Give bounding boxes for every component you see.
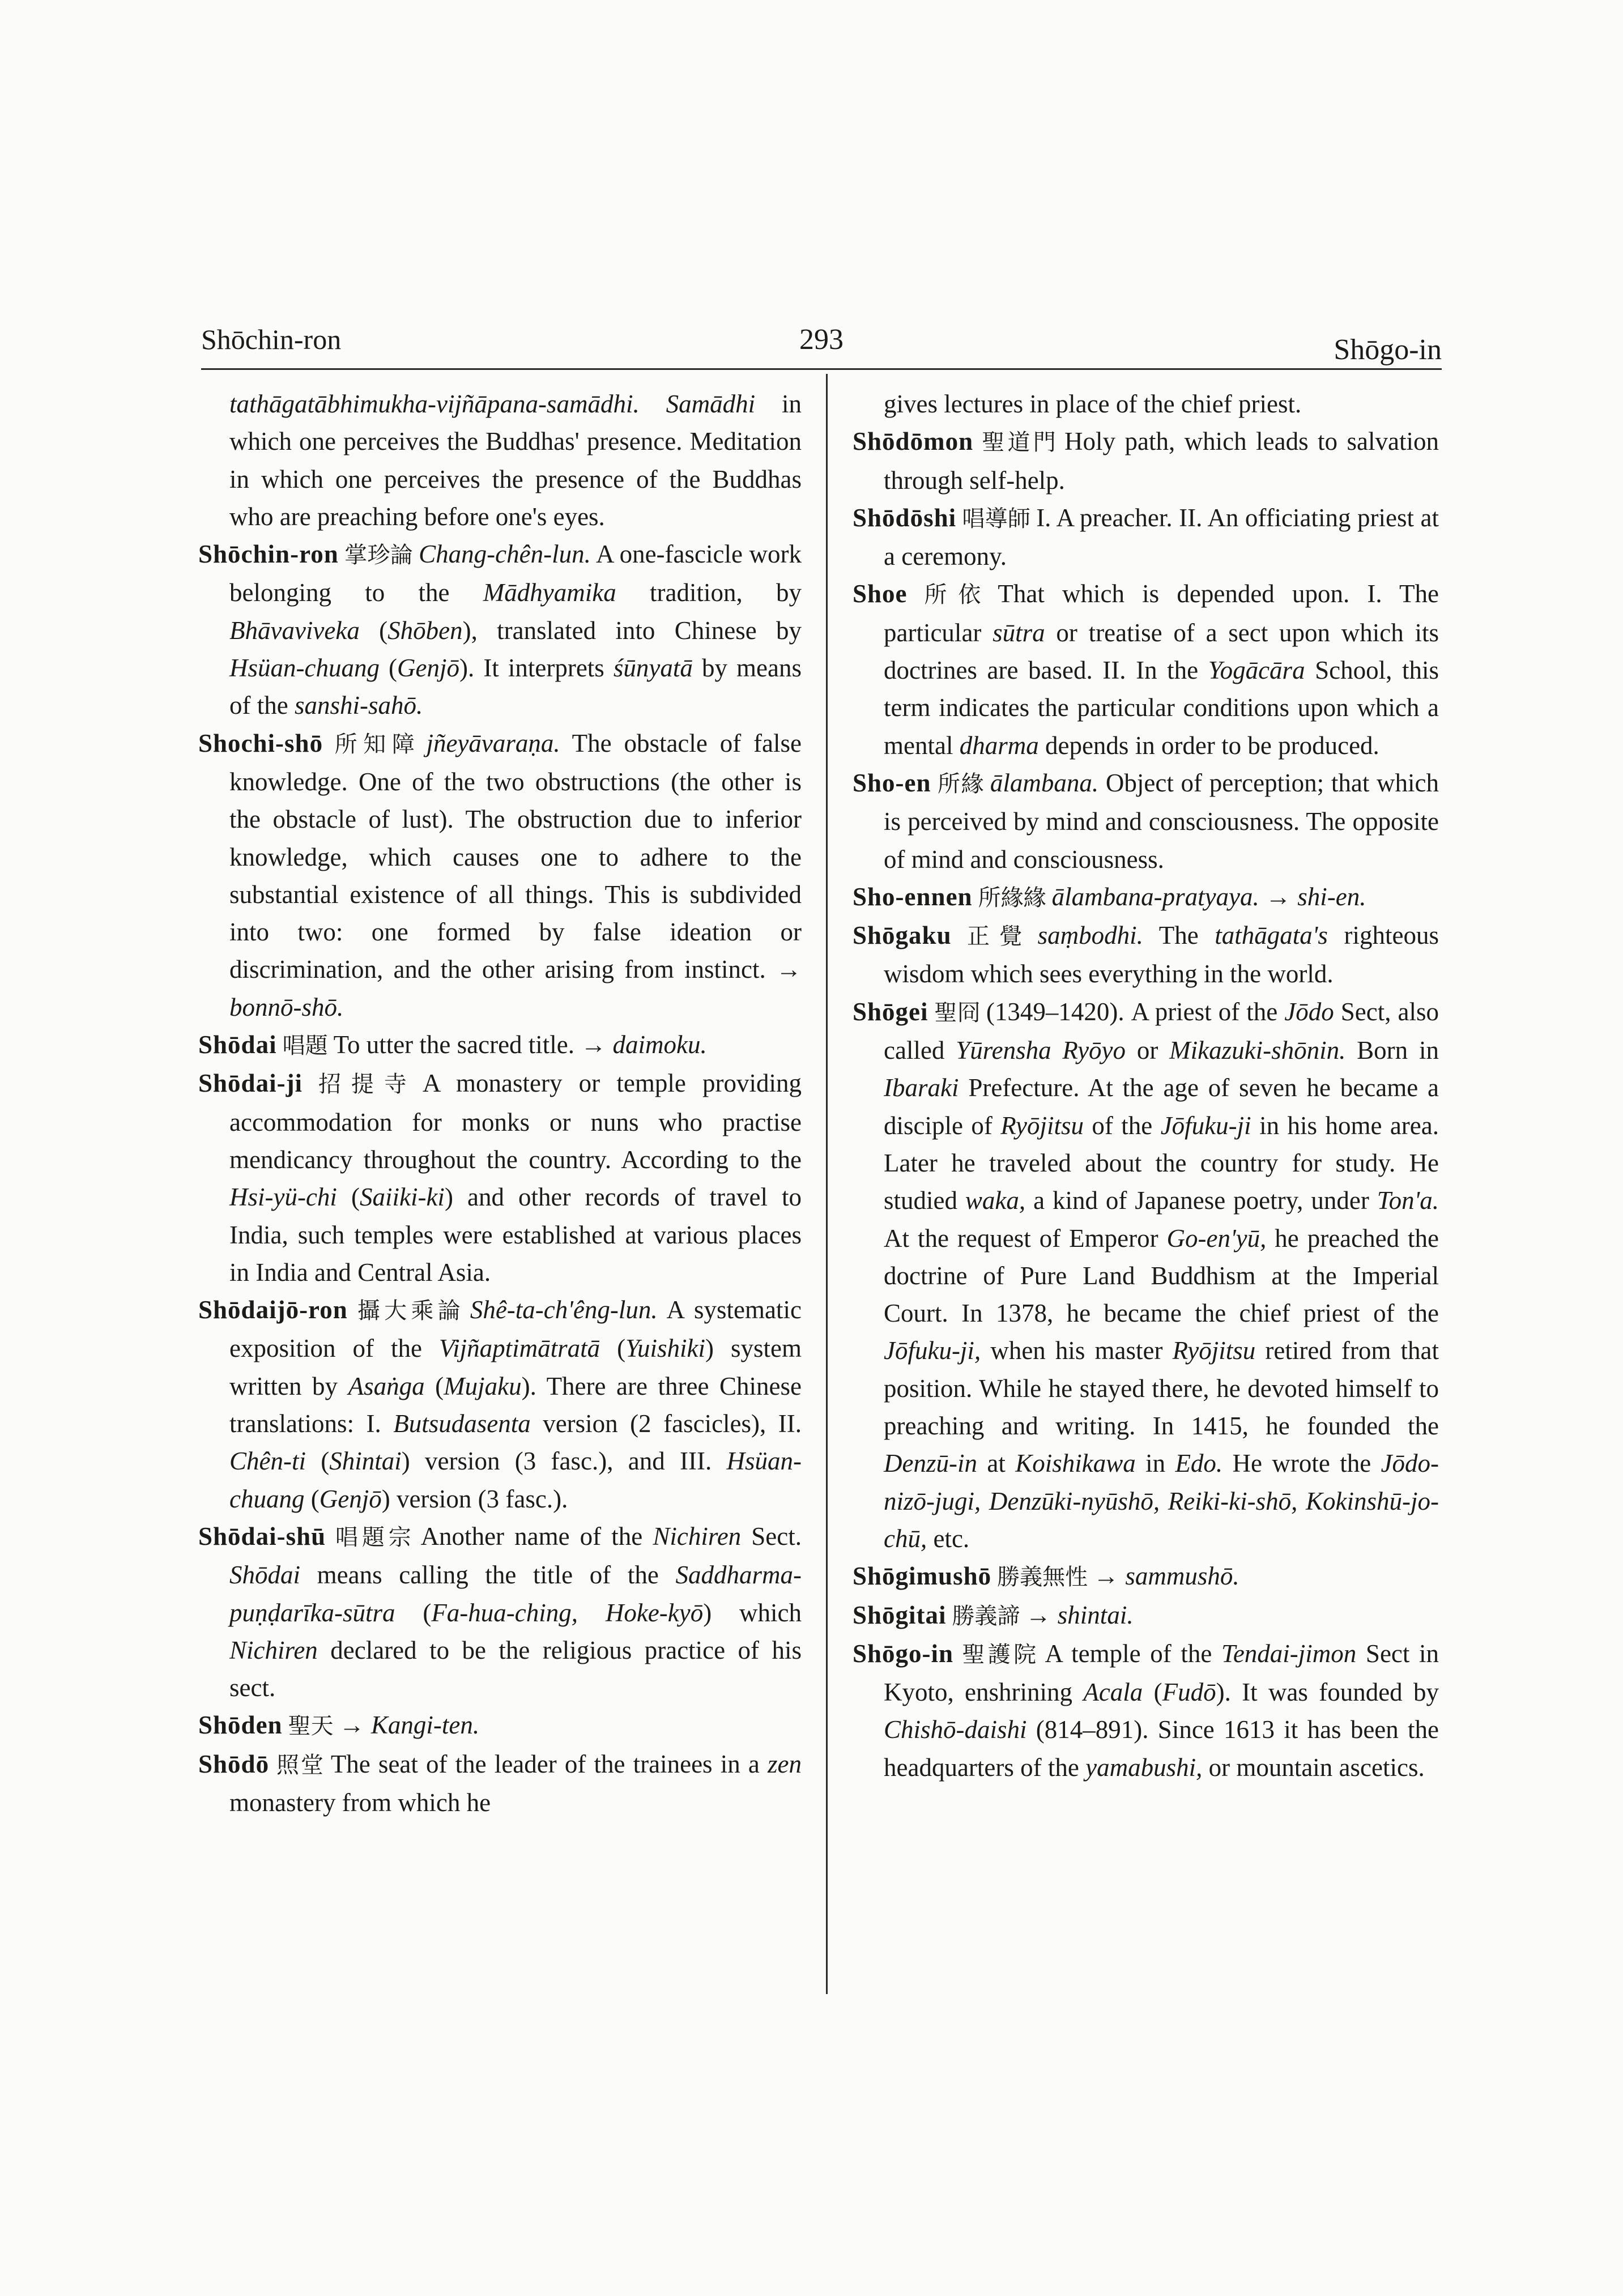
italic-term: Jōfuku-ji,: [884, 1336, 981, 1365]
italic-term: jñeyāvaraṇa.: [426, 729, 560, 757]
italic-term: Genjō: [397, 654, 460, 683]
entry-headword: Shōdōshi: [853, 503, 957, 532]
definition-text: Another name of the: [420, 1522, 653, 1550]
entry-kanji: 所緣緣: [978, 884, 1046, 911]
definition-text: he preached the doctrine of Pure Land Buddhism at the Imperial Court. In 1378, he became the chief priest of the: [884, 1224, 1439, 1328]
definition-text: depends in order to be produced.: [1038, 731, 1379, 760]
dictionary-entry: [198, 1026, 802, 1064]
italic-term: Jōfuku-ji: [1160, 1111, 1251, 1140]
entry-headword: Shōgitai: [853, 1600, 947, 1629]
definition-text: Sect in Kyoto, enshrining: [884, 1639, 1439, 1707]
italic-term: ālambana.: [990, 768, 1099, 797]
definition-text: Born in: [1345, 1036, 1439, 1065]
italic-term: Acala: [1083, 1678, 1143, 1707]
italic-term: Chishō-daishi: [884, 1715, 1027, 1744]
page-number: 293: [799, 323, 844, 356]
italic-term: Ton'a.: [1377, 1186, 1439, 1215]
italic-term: shi-en.: [1297, 882, 1366, 911]
entry-headword: Sho-en: [853, 768, 931, 797]
definition-text: or: [1126, 1036, 1170, 1065]
definition-text: →: [1025, 1600, 1058, 1629]
definition-text: (: [359, 616, 388, 645]
definition-text: means calling the title of the: [300, 1561, 676, 1590]
italic-term: Jōdo-nizō-jugi, Denzūki-nyūshō, Reiki-ki-shō, Kokinshū-jo-chū,: [884, 1449, 1439, 1553]
italic-term: Genjō: [319, 1484, 382, 1513]
definition-text: or treatise of a sect upon which its doctrines are based. II. In the: [884, 618, 1439, 685]
definition-text: a kind of Japanese poetry, under: [1025, 1186, 1377, 1215]
definition-text: (: [304, 1484, 320, 1513]
definition-text: (: [395, 1598, 432, 1627]
italic-term: sūtra: [992, 618, 1045, 647]
italic-term: dharma: [959, 731, 1039, 760]
entry-kanji: 聖道門: [979, 429, 1059, 456]
entry-headword: Shōgei: [853, 997, 928, 1026]
italic-term: daimoku.: [612, 1030, 707, 1059]
definition-text: ). It was founded by: [1216, 1678, 1439, 1707]
dictionary-entry: [853, 499, 1439, 576]
definition-text: or mountain ascetics.: [1202, 1753, 1425, 1782]
italic-term: Yuishiki: [625, 1334, 705, 1363]
dictionary-entry: [198, 1518, 802, 1706]
entry-headword: Shōgaku: [853, 921, 952, 950]
definition-text: version (2 fascicles), II.: [530, 1409, 802, 1438]
italic-term: Bhāvaviveka: [229, 616, 360, 645]
definition-text: He wrote the: [1222, 1449, 1381, 1478]
entry-kanji: 唱題宗: [331, 1524, 415, 1550]
italic-term: Fa-hua-ching, Hoke-kyō: [431, 1598, 704, 1627]
entry-continuation: [853, 385, 1439, 423]
entry-headword: Shōgimushō: [853, 1562, 992, 1591]
italic-term: saṃbodhi.: [1037, 921, 1143, 950]
definition-text: of the: [1083, 1111, 1161, 1140]
italic-term: Asaṅga: [348, 1371, 425, 1400]
italic-term: Chang-chên-lun.: [419, 540, 591, 569]
entry-kanji: 勝義無性: [997, 1564, 1088, 1591]
definition-text: Sect, also called: [884, 997, 1439, 1065]
definition-text: A temple of the: [1045, 1639, 1221, 1668]
definition-text: ) system written by: [229, 1334, 802, 1400]
italic-term: Denzū-in: [884, 1449, 977, 1478]
right-column: [853, 385, 1439, 1786]
entry-headword: Shoe: [853, 580, 908, 608]
definition-text: Prefecture. At the age of seven he became a disciple of: [884, 1074, 1439, 1140]
italic-term: Ryōjitsu: [1172, 1336, 1256, 1365]
italic-term: Mādhyamika: [483, 578, 616, 607]
dictionary-entry: [853, 993, 1439, 1557]
italic-term: Butsudasenta: [393, 1409, 531, 1438]
definition-text: (: [600, 1334, 626, 1363]
italic-term: Samādhi: [666, 390, 756, 418]
definition-text: (: [1143, 1678, 1162, 1707]
italic-term: Yūrensha Ryōyo: [956, 1036, 1126, 1065]
definition-text: A one-fascicle work belonging to the: [229, 540, 802, 607]
dictionary-entry: [198, 725, 802, 1026]
italic-term: tathāgata's: [1215, 921, 1328, 950]
italic-term: Hsüan-chuang: [229, 1447, 802, 1513]
entry-kanji: 所緣: [936, 770, 985, 797]
definition-text: Holy path, which leads to salvation through self-help.: [884, 427, 1439, 495]
italic-term: Shê-ta-ch'êng-lun.: [470, 1296, 658, 1324]
dictionary-entry: [198, 1745, 802, 1822]
definition-text: at: [977, 1449, 1016, 1478]
italic-term: Chên-ti: [229, 1447, 306, 1476]
italic-term: Mikazuki-shōnin.: [1169, 1036, 1346, 1065]
entry-kanji: 招提寺: [308, 1071, 417, 1098]
italic-term: Hsi-yü-chi: [229, 1183, 337, 1212]
header-right-guide-word: Shōgo-in: [1334, 334, 1442, 366]
entry-headword: Shōdai: [198, 1030, 277, 1059]
entry-headword: Shōdai-shū: [198, 1522, 326, 1550]
definition-text: tradition, by: [616, 578, 802, 607]
italic-term: Mujaku: [444, 1371, 522, 1400]
definition-text: ), translated into Chinese by: [462, 616, 802, 645]
italic-term: Saddharma-puṇḍarīka-sūtra: [229, 1561, 802, 1627]
definition-text: (: [336, 1183, 360, 1212]
dictionary-entry: [853, 878, 1439, 917]
dictionary-entry: [853, 1635, 1439, 1786]
entry-headword: Shōdō: [198, 1749, 270, 1778]
definition-text: when his master: [981, 1336, 1173, 1365]
italic-term: Vijñaptimātratā: [438, 1334, 600, 1363]
definition-text: Sect.: [741, 1522, 802, 1550]
column-divider: [826, 374, 828, 1994]
definition-text: [640, 390, 666, 418]
italic-term: Shōben: [387, 616, 463, 645]
italic-term: Ibaraki: [884, 1074, 959, 1102]
italic-term: Saiiki-ki: [359, 1183, 445, 1212]
definition-text: in his home area. Later he traveled about the country for study. He studied: [884, 1111, 1439, 1215]
dictionary-entry: [853, 1596, 1439, 1635]
definition-text: (: [305, 1447, 330, 1476]
running-header: [201, 317, 1442, 370]
italic-term: ālambana-pratyaya.: [1051, 882, 1259, 911]
italic-term: Shōdai: [229, 1561, 301, 1590]
entry-kanji: 正覺: [957, 923, 1032, 950]
definition-text: (814–891). Since 1613 it has been the headquarters of the: [884, 1715, 1439, 1782]
entry-kanji: 聖護院: [959, 1641, 1040, 1668]
definition-text: (: [379, 654, 398, 683]
entry-kanji: 所知障: [329, 731, 421, 757]
definition-text: (: [424, 1371, 444, 1400]
italic-term: sanshi-sahō.: [294, 691, 423, 720]
definition-text: in which one perceives the Buddhas' presence. Meditation in which one perceives the presence of the Buddhas who are preaching before one's eyes.: [229, 390, 802, 531]
entry-kanji: 聖冏: [934, 999, 981, 1026]
entry-kanji: 聖天: [288, 1713, 334, 1740]
italic-term: Tendai-jimon: [1221, 1639, 1357, 1668]
definition-text: →: [339, 1711, 371, 1740]
italic-term: shintai.: [1057, 1600, 1134, 1629]
dictionary-entry: [198, 1706, 802, 1745]
italic-term: Fudō: [1162, 1678, 1216, 1707]
definition-text: The: [1143, 921, 1215, 950]
entry-headword: Shochi-shō: [198, 729, 323, 757]
entry-headword: Shōchin-ron: [198, 540, 339, 569]
dictionary-entry: [853, 764, 1439, 878]
definition-text: →: [1093, 1562, 1126, 1591]
dictionary-entry: [853, 1557, 1439, 1596]
definition-text: ) which: [703, 1598, 802, 1627]
definition-text: A monastery or temple providing accommodation for monks or nuns who practise mendicancy throughout the country. According to the: [229, 1069, 802, 1174]
italic-term: Hsüan-chuang: [229, 654, 380, 683]
definition-text: retired from that position. While he stayed there, he devoted himself to preaching and writing. In 1415, he founded the: [884, 1336, 1439, 1441]
definition-text: ). It interprets: [459, 654, 614, 683]
definition-text: righteous wisdom which sees everything in the world.: [884, 921, 1439, 989]
entry-headword: Shōdai-ji: [198, 1069, 303, 1098]
definition-text: by means of the: [229, 654, 802, 720]
dictionary-entry: [853, 917, 1439, 993]
definition-text: Object of perception; that which is perceived by mind and consciousness. The opposite of mind and consciousness.: [884, 768, 1439, 874]
dictionary-entry: [853, 575, 1439, 764]
definition-text: ). There are three Chinese translations: I.: [229, 1371, 802, 1438]
dictionary-entry: [198, 535, 802, 724]
definition-text: That which is depended upon. I. The particular: [884, 580, 1439, 647]
italic-term: Nichiren: [229, 1635, 318, 1664]
italic-term: waka,: [965, 1186, 1026, 1215]
entry-continuation: [198, 385, 802, 535]
entry-kanji: 所依: [913, 582, 992, 608]
entry-headword: Sho-ennen: [853, 882, 973, 911]
italic-term: Edo.: [1175, 1449, 1223, 1478]
italic-term: Shintai: [329, 1447, 402, 1476]
entry-kanji: 照堂: [275, 1752, 325, 1778]
definition-text: ) version (3 fasc.).: [381, 1484, 568, 1513]
italic-term: Go-en'yū,: [1166, 1224, 1267, 1253]
italic-term: Nichiren: [653, 1522, 742, 1550]
dictionary-entry: [198, 1291, 802, 1518]
italic-term: Yogācāra: [1208, 656, 1305, 685]
definition-text: (1349–1420). A priest of the: [986, 997, 1285, 1026]
italic-term: tathāgatābhimukha-vijñāpana-samādhi.: [229, 390, 640, 418]
italic-term: zen: [768, 1749, 802, 1778]
definition-text: declared to be the religious practice of his sect.: [229, 1635, 802, 1702]
italic-term: yamabushi,: [1085, 1753, 1203, 1782]
italic-term: Kangi-ten.: [370, 1711, 480, 1740]
italic-term: Jōdo: [1284, 997, 1334, 1026]
definition-text: At the request of Emperor: [884, 1224, 1167, 1253]
italic-term: Koishikawa: [1015, 1449, 1136, 1478]
definition-text: I. A preacher. II. An officiating priest at a ceremony.: [884, 503, 1439, 571]
definition-text: in: [1135, 1449, 1175, 1478]
definition-text: monastery from which he: [229, 1788, 491, 1817]
definition-text: The seat of the leader of the trainees in a: [330, 1749, 768, 1778]
entry-kanji: 唱導師: [962, 505, 1031, 532]
definition-text: The obstacle of false knowledge. One of the two obstructions (the other is the obstacle of lust). The obstruction due to inferior knowledge, which causes one to adhere to the substantial existence of all things. This is subdivided into two: one formed by false ideation or discrimination, and the other arising from instinct. →: [229, 729, 802, 984]
italic-term: Ryōjitsu: [1000, 1111, 1084, 1140]
definition-text: →: [1259, 882, 1298, 911]
entry-kanji: 掌珍論: [344, 542, 414, 569]
entry-kanji: 勝義諦: [952, 1603, 1020, 1629]
definition-text: ) version (3 fasc.), and III.: [401, 1447, 727, 1476]
left-column: [198, 385, 802, 1821]
definition-text: gives lectures in place of the chief priest.: [884, 390, 1302, 418]
definition-text: To utter the sacred title. →: [333, 1030, 613, 1059]
dictionary-entry: [853, 423, 1439, 499]
entry-headword: Shōdaijō-ron: [198, 1296, 348, 1324]
italic-term: śūnyatā: [613, 654, 693, 683]
entry-headword: Shōgo-in: [853, 1639, 954, 1668]
entry-headword: Shōdōmon: [853, 427, 974, 456]
header-left-guide-word: Shōchin-ron: [201, 323, 342, 355]
italic-term: bonnō-shō.: [229, 992, 344, 1021]
definition-text: A systematic exposition of the: [229, 1296, 802, 1363]
entry-headword: Shōden: [198, 1711, 283, 1740]
definition-text: ) and other records of travel to India, such temples were established at various places in India and Central Asia.: [229, 1183, 802, 1287]
entry-kanji: 攝大乘論: [353, 1298, 465, 1324]
dictionary-entry: [198, 1064, 802, 1291]
definition-text: School, this term indicates the particular conditions upon which a mental: [884, 656, 1439, 760]
entry-kanji: 唱題: [282, 1033, 328, 1059]
italic-term: sammushō.: [1125, 1562, 1239, 1591]
definition-text: etc.: [927, 1524, 970, 1553]
